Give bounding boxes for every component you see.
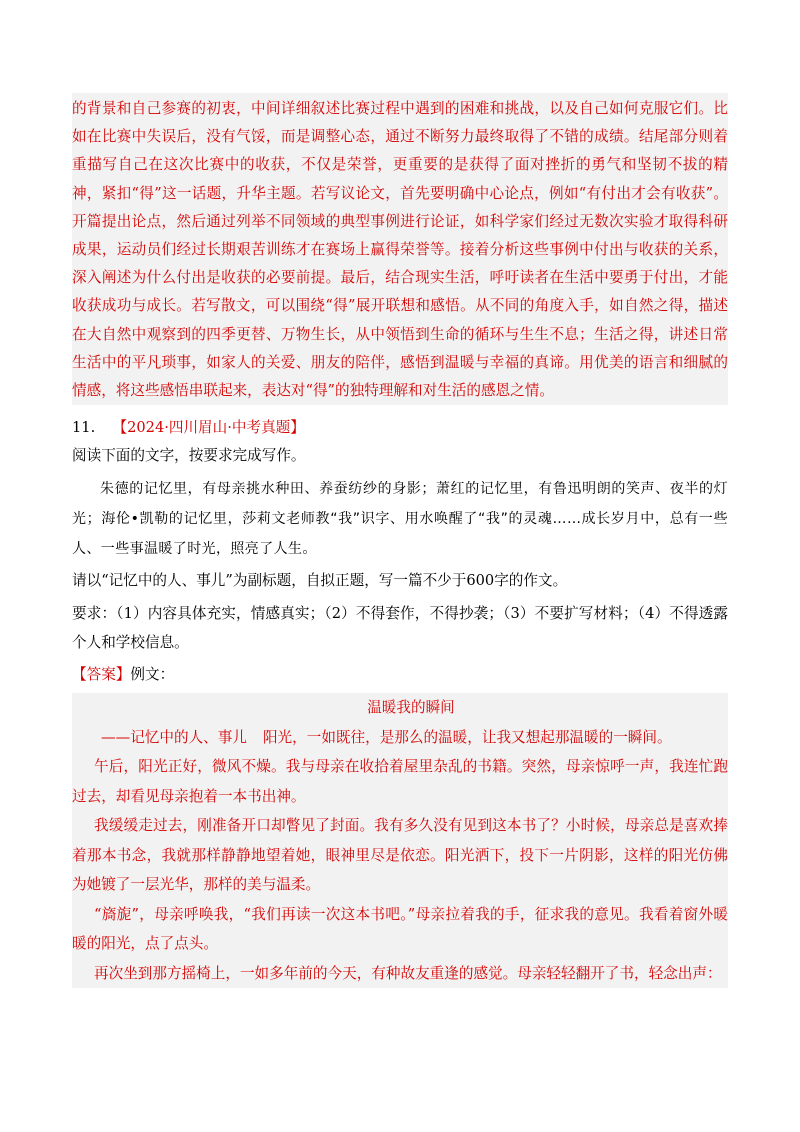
question-instruction: 阅读下面的文字，按要求完成写作。 xyxy=(72,447,306,465)
answer-word: 答案 xyxy=(86,666,116,684)
answer-label xyxy=(72,661,728,689)
previous-answer-block xyxy=(72,93,728,405)
document-page xyxy=(72,93,728,988)
essay-paragraph: 我缓缓走过去，刚准备开口却瞥见了封面。我有多久没有见到这本书了？小时候，母亲总是喜欢捧着那本书念，我就那样静静地望着她，眼神里尽是依恋。阳光洒下，投下一片阴影，这样的阳光仿佛为她镀了一层光华，那样的美与温柔。 xyxy=(72,817,728,894)
answer-bracket-close: 】 xyxy=(115,666,131,684)
question-requirements: 要求：（1）内容具体充实，情感真实；（2）不得套作，不得抄袭；（3）不要扩写材料；（4）不得透露个人和学校信息。 xyxy=(72,605,728,652)
question-prompt: 请以“记忆中的人、事儿”为副标题，自拟正题，写一篇不少于600字的作文。 xyxy=(72,572,568,590)
question-source: 【2024·四川眉山·中考真题】 xyxy=(112,419,305,437)
answer-suffix: 例文： xyxy=(130,666,175,684)
question-number: 11. xyxy=(72,419,96,437)
question-header xyxy=(72,415,728,441)
sample-essay xyxy=(72,693,728,988)
essay-paragraph: 再次坐到那方摇椅上，一如多年前的今天，有种故友重逢的感觉。母亲轻轻翻开了书，轻念出声： xyxy=(94,964,722,982)
essay-paragraph: “旖旎”，母亲呼唤我，“我们再读一次这本书吧。”母亲拉着我的手，征求我的意见。我看着窗外暖暖的阳光，点了点头。 xyxy=(72,905,728,953)
essay-paragraph: 阳光，一如既往，是那么的温暖，让我又想起那温暖的一瞬间。 xyxy=(262,728,672,746)
essay-first-paragraph xyxy=(72,723,728,753)
essay-subtitle: ——记忆中的人、事儿 xyxy=(101,728,247,746)
question-material: 朱德的记忆里，有母亲挑水种田、养蚕纺纱的身影；萧红的记忆里，有鲁迅明朗的笑声、夜半的灯光；海伦•凯勒的记忆里，莎莉文老师教“我”识字、用水唤醒了“我”的灵魂……成长岁月中，总有一些人、一些事温暖了时光，照亮了人生。 xyxy=(72,481,728,558)
previous-answer-text: 的背景和自己参赛的初衷，中间详细叙述比赛过程中遇到的困难和挑战，以及自己如何克服它们。比如在比赛中失误后，没有气馁，而是调整心态，通过不断努力最终取得了不错的成绩。结尾部分则着重描写自己在这次比赛中的收获，不仅是荣誉，更重要的是获得了面对挫折的勇气和坚韧不拔的精神，紧扣“得”这一话题，升华主题。若写议论文，首先要明确中心论点，例如“有付出才会有收获”。开篇提出论点，然后通过列举不同领域的典型事例进行论证，如科学家们经过无数次实验才取得科研成果，运动员们经过长期艰苦训练才在赛场上赢得荣誉等。接着分析这些事例中付出与收获的关系，深入阐述为什么付出是收获的必要前提。最后，结合现实生活，呼吁读者在生活中要勇于付出，才能收获成功与成长。若写散文，可以围绕“得”展开联想和感悟。从不同的角度入手，如自然之得，描述在大自然中观察到的四季更替、万物生长，从中领悟到生命的循环与生生不息；生活之得，讲述日常生活中的平凡琐事，如家人的关爱、朋友的陪伴，感悟到温暖与幸福的真谛。用优美的语言和细腻的情感，将这些感悟串联起来，表达对“得”的独特理解和对生活的感恩之情。 xyxy=(72,100,728,400)
essay-paragraph: 午后，阳光正好，微风不燥。我与母亲在收拾着屋里杂乱的书籍。突然，母亲惊呼一声，我连忙跑过去，却看见母亲抱着一本书出神。 xyxy=(72,758,728,805)
essay-title: 温暖我的瞬间 xyxy=(367,699,455,717)
answer-bracket-open: 【 xyxy=(72,666,87,684)
